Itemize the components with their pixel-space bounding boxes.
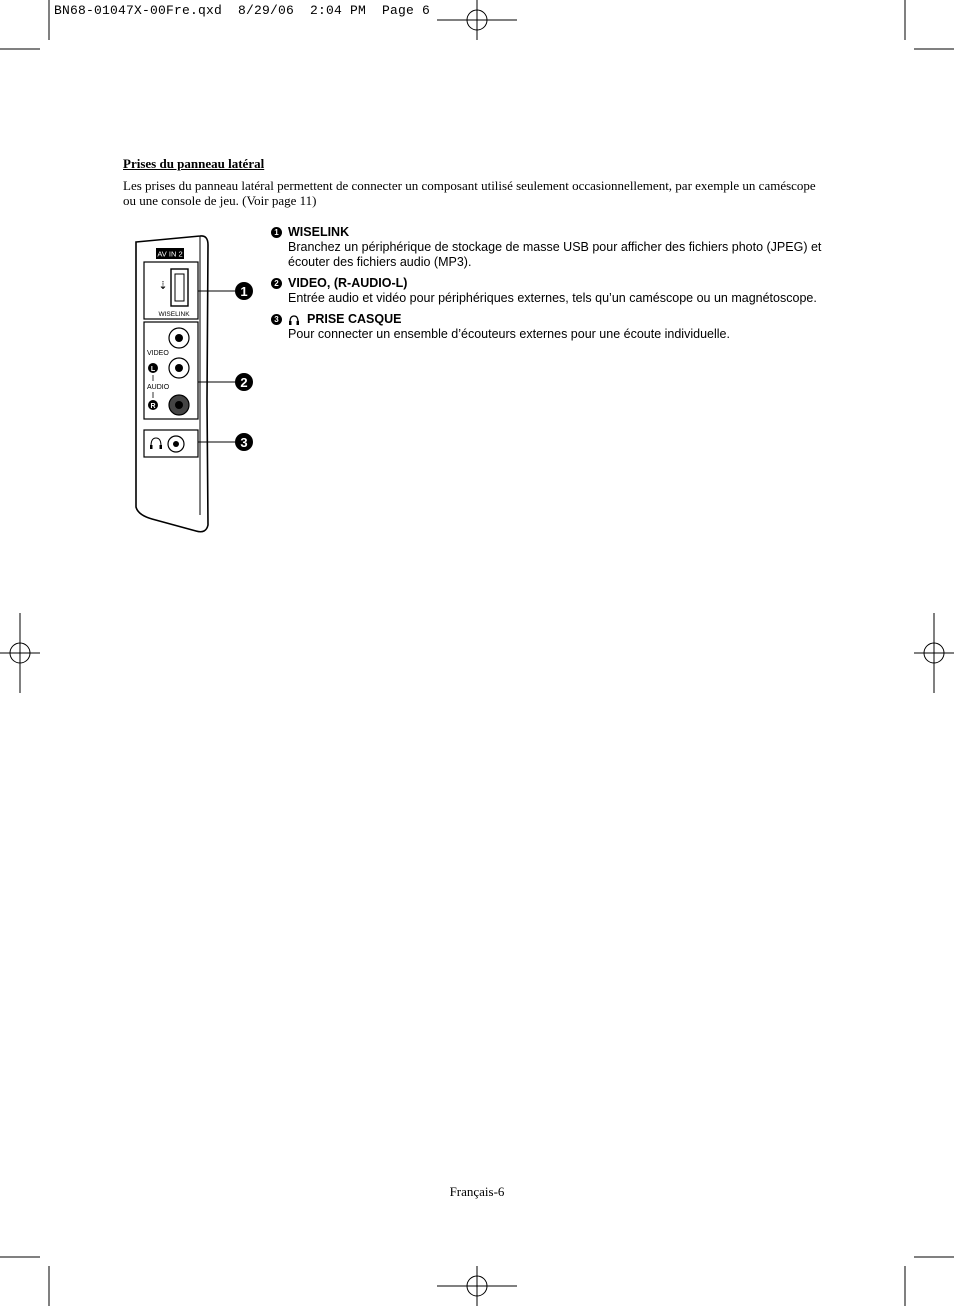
item-title: PRISE CASQUE [307,312,402,326]
item-wiselink [271,225,831,270]
video-label: VIDEO [147,350,169,357]
item-title: WISELINK [288,225,350,239]
item-number: 2 [271,278,282,289]
item-number: 1 [271,227,282,238]
av-in-label: AV IN 2 [157,249,183,259]
page-number: Français-6 [449,1184,505,1199]
wiselink-port-label: WISELINK [158,311,190,318]
audio-label: AUDIO [147,384,170,391]
jack-descriptions [271,225,831,348]
r-label: R [150,403,156,410]
svg-text:1: 1 [240,284,248,299]
usb-icon: ⇣ [158,280,168,292]
item-description: Entrée audio et vidéo pour périphériques externes, tels qu’un caméscope ou un magnétoscope. [288,291,817,305]
svg-text:2: 2 [240,375,248,390]
item-title: VIDEO, (R-AUDIO-L) [288,276,408,290]
section-intro: Les prises du panneau latéral permettent de connecter un composant utilisé seulement occasionnellement, par exemple un caméscope ou une console de jeu. (Voir page 11) [123,178,816,208]
side-panel-illustration [120,225,270,540]
svg-text:3: 3 [240,435,248,450]
headphone-icon [288,314,300,326]
item-video-audio [271,276,831,306]
item-number: 3 [271,314,282,325]
item-headphone [271,312,831,342]
file-slug: BN68-01047X-00Fre.qxd 8/29/06 2:04 PM Page 6 [54,3,431,18]
item-description: Pour connecter un ensemble d’écouteurs externes pour une écoute individuelle. [288,327,730,341]
l-label: L [150,366,156,373]
section-title: Prises du panneau latéral [123,156,265,171]
item-description: Branchez un périphérique de stockage de masse USB pour afficher des fichiers photo (JPEG) et écouter des fichiers audio (MP3). [288,240,822,269]
